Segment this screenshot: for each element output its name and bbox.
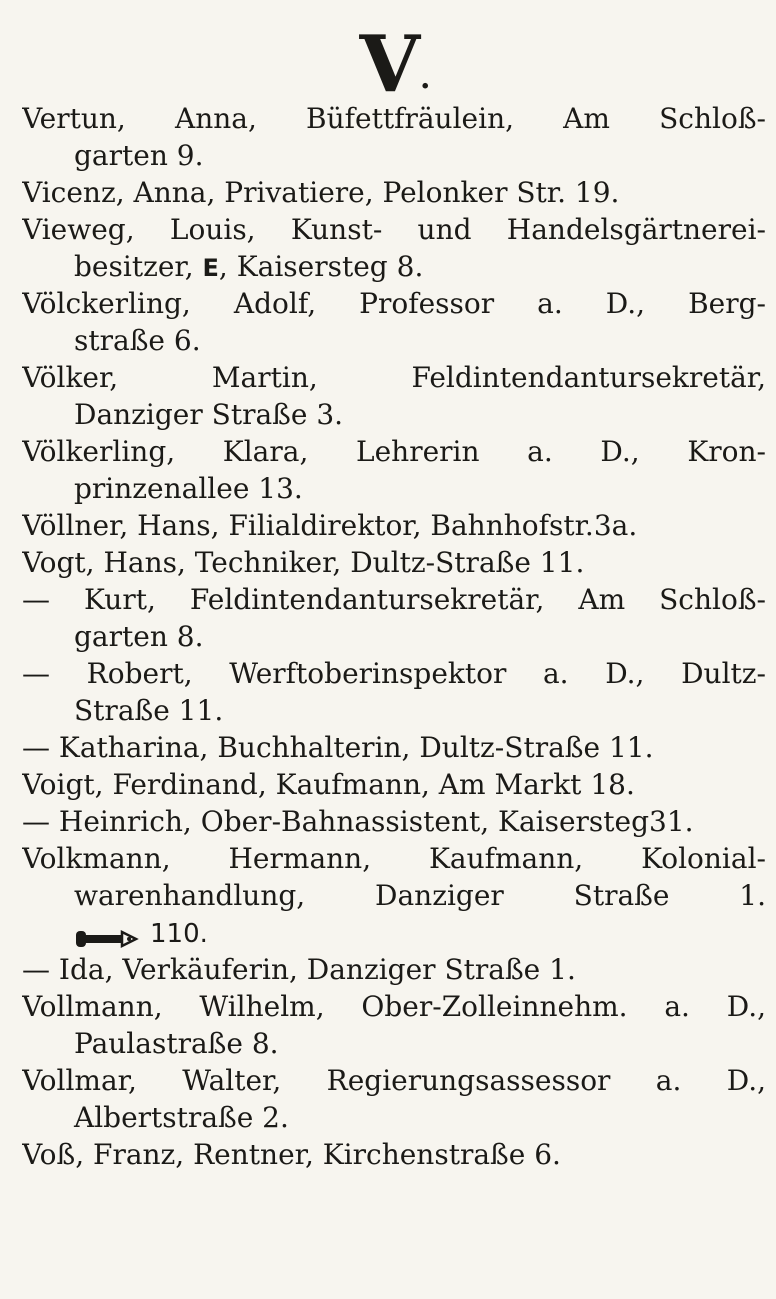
telephone-icon [74,922,140,944]
entry-line: Voß, Franz, Rentner, Kirchenstraße 6. [22,1138,561,1171]
entry-line: Vollmar, Walter, Regierungsassessor a. D., [22,1064,766,1097]
directory-entry [22,729,766,766]
entry-line-continuation: Paulastraße 8. [74,1027,279,1060]
directory-entry [22,544,766,581]
directory-entry [22,803,766,840]
entry-line: — Ida, Verkäuferin, Danziger Straße 1. [22,953,576,986]
section-letter-dot: . [420,61,431,96]
directory-entry [22,1062,766,1136]
entry-line: Voigt, Ferdinand, Kaufmann, Am Markt 18. [22,768,635,801]
entry-line: Volkmann, Hermann, Kaufmann, Kolonial- [22,842,766,875]
directory-entry [22,507,766,544]
entry-text: , Kaisersteg 8. [218,250,424,283]
directory-entry [22,433,766,507]
directory-entry [22,840,766,951]
entry-line-continuation: Danziger Straße 3. [74,398,344,431]
entry-line: — Robert, Werftoberinspektor a. D., Dultz- [22,657,766,690]
entry-line: Vicenz, Anna, Privatiere, Pelonker Str. 19. [22,176,620,209]
e-marker-symbol: E [202,254,219,282]
entry-line: Vertun, Anna, Büfettfräulein, Am Schloß- [22,102,766,135]
directory-entry [22,211,766,285]
entry-line: Völkerling, Klara, Lehrerin a. D., Kron- [22,435,766,468]
entry-line: Völckerling, Adolf, Professor a. D., Berg- [22,287,766,320]
directory-entry [22,766,766,803]
entry-line-continuation: garten 9. [74,139,204,172]
directory-entry [22,1136,766,1173]
directory-entry [22,655,766,729]
entry-line-continuation: straße 6. [74,324,201,357]
section-letter: V [359,19,419,110]
entry-line: Vollmann, Wilhelm, Ober-Zolleinnehm. a. D., [22,990,766,1023]
entry-line-continuation: Straße 11. [74,694,224,727]
entry-line: — Heinrich, Ober-Bahnassistent, Kaisersteg31. [22,805,694,838]
entry-line: Vogt, Hans, Techniker, Dultz-Straße 11. [22,546,585,579]
section-heading [340,14,450,110]
directory-entry [22,951,766,988]
entry-line: Vieweg, Louis, Kunst- und Handelsgärtnerei- [22,213,766,246]
entry-line-continuation: warenhandlung, Danziger Straße 1. [74,879,766,912]
directory-entry [22,100,766,174]
directory-entry-list [22,100,766,1173]
directory-entry [22,988,766,1062]
entry-line: — Kurt, Feldintendantursekretär, Am Schloß- [22,583,766,616]
directory-entry [22,174,766,211]
entry-line: — Katharina, Buchhalterin, Dultz-Straße 11. [22,731,654,764]
entry-text: besitzer, [74,250,203,283]
entry-line-continuation [22,914,766,951]
entry-line: Völlner, Hans, Filialdirektor, Bahnhofstr.3a. [22,509,638,542]
entry-line-continuation [22,248,766,285]
entry-line: Völker, Martin, Feldintendantursekretär, [22,361,766,394]
directory-entry [22,359,766,433]
directory-entry [22,581,766,655]
telephone-number: 110. [150,919,208,949]
entry-line-continuation: prinzenallee 13. [74,472,303,505]
entry-line-continuation: Albertstraße 2. [74,1101,289,1134]
directory-entry [22,285,766,359]
entry-line-continuation: garten 8. [74,620,204,653]
